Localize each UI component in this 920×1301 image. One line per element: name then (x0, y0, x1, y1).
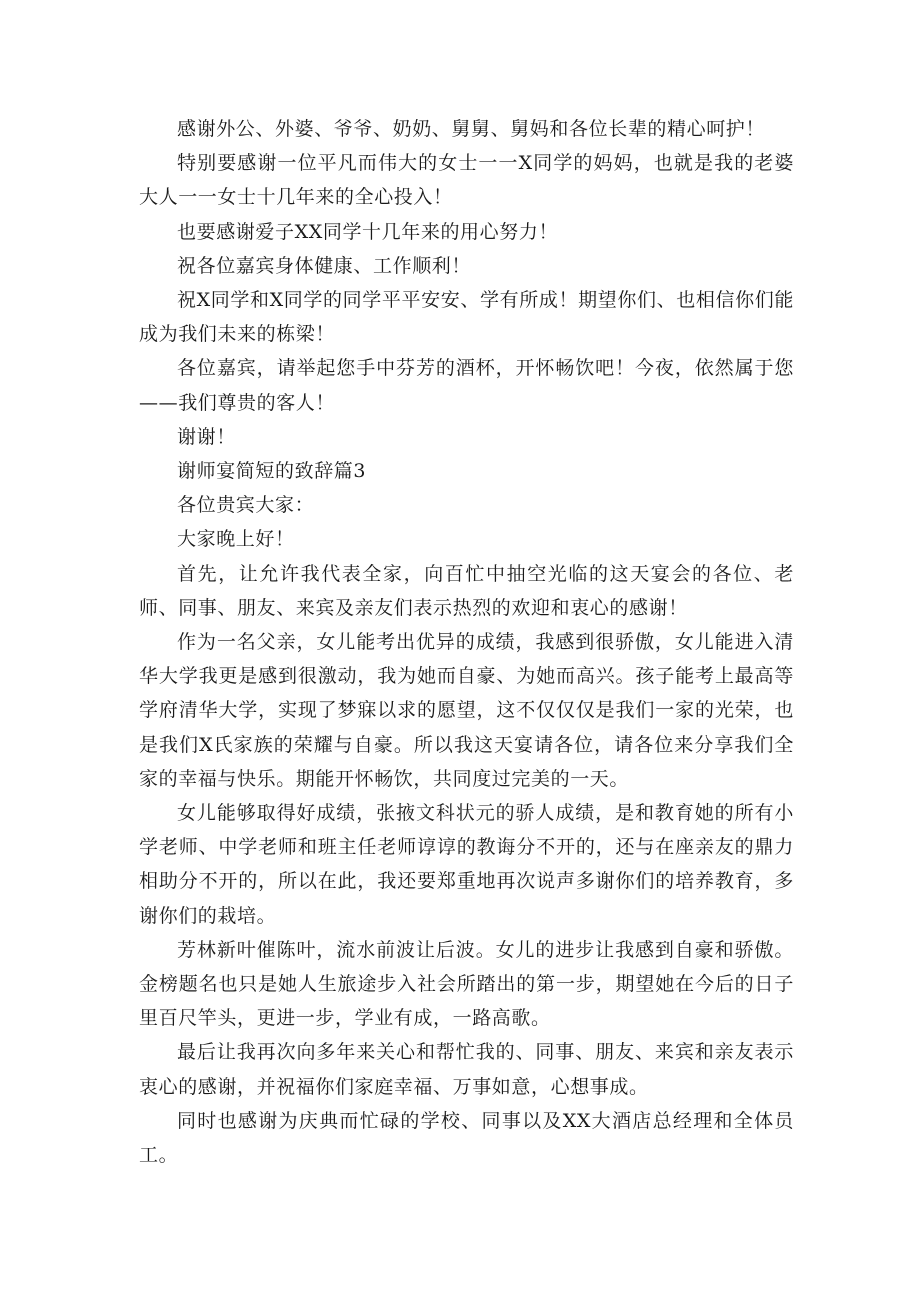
section-heading: 谢师宴简短的致辞篇3 (177, 460, 367, 483)
paragraph: 各位嘉宾，请举起您手中芬芳的酒杯，开怀畅饮吧！今夜，依然属于您——我们尊贵的客人！ (139, 357, 794, 414)
salutation: 各位贵宾大家： (177, 494, 315, 517)
paragraph: 感谢外公、外婆、爷爷、奶奶、舅舅、舅妈和各位长辈的精心呵护！ (177, 118, 766, 140)
document-body (139, 112, 794, 1172)
greeting: 大家晚上好！ (177, 528, 295, 551)
paragraph: 作为一名父亲，女儿能考出优异的成绩，我感到很骄傲，女儿能进入清华大学我更是感到很激动，我为她而自豪、为她而高兴。孩子能考上最高等学府清华大学，实现了梦寐以求的愿望，这不仅仅仅是我们一家的光荣，也是我们X氏家族的荣耀与自豪。所以我这天宴请各位，请各位来分享我们全家的幸福与快乐。期能开怀畅饮，共同度过完美的一天。 (139, 631, 794, 790)
paragraph: 也要感谢爱子XX同学十几年来的用心努力！ (177, 220, 559, 243)
paragraph: 首先，让允许我代表全家，向百忙中抽空光临的这天宴会的各位、老师、同事、朋友、来宾及亲友们表示热烈的欢迎和衷心的感谢！ (139, 562, 794, 619)
paragraph: 特别要感谢一位平凡而伟大的女士一一X同学的妈妈，也就是我的老婆大人一一女士十几年来的全心投入！ (139, 152, 794, 209)
paragraph: 祝X同学和X同学的同学平平安安、学有所成！期望你们、也相信你们能成为我们未来的栋梁！ (139, 289, 794, 346)
paragraph: 女儿能够取得好成绩，张掖文科状元的骄人成绩，是和教育她的所有小学老师、中学老师和班主任老师谆谆的教诲分不开的，还与在座亲友的鼎力相助分不开的，所以在此，我还要郑重地再次说声多谢你们的培养教育，多谢你们的栽培。 (139, 802, 794, 927)
paragraph: 同时也感谢为庆典而忙碌的学校、同事以及XX大酒店总经理和全体员工。 (139, 1109, 794, 1167)
paragraph: 谢谢！ (177, 425, 236, 448)
paragraph: 祝各位嘉宾身体健康、工作顺利！ (177, 254, 472, 277)
paragraph: 芳林新叶催陈叶，流水前波让后波。女儿的进步让我感到自豪和骄傲。金榜题名也只是她人生旅途步入社会所踏出的第一步，期望她在今后的日子里百尺竿头，更进一步，学业有成，一路高歌。 (139, 938, 794, 1030)
paragraph: 最后让我再次向多年来关心和帮忙我的、同事、朋友、来宾和亲友表示衷心的感谢，并祝福你们家庭幸福、万事如意，心想事成。 (139, 1041, 794, 1098)
